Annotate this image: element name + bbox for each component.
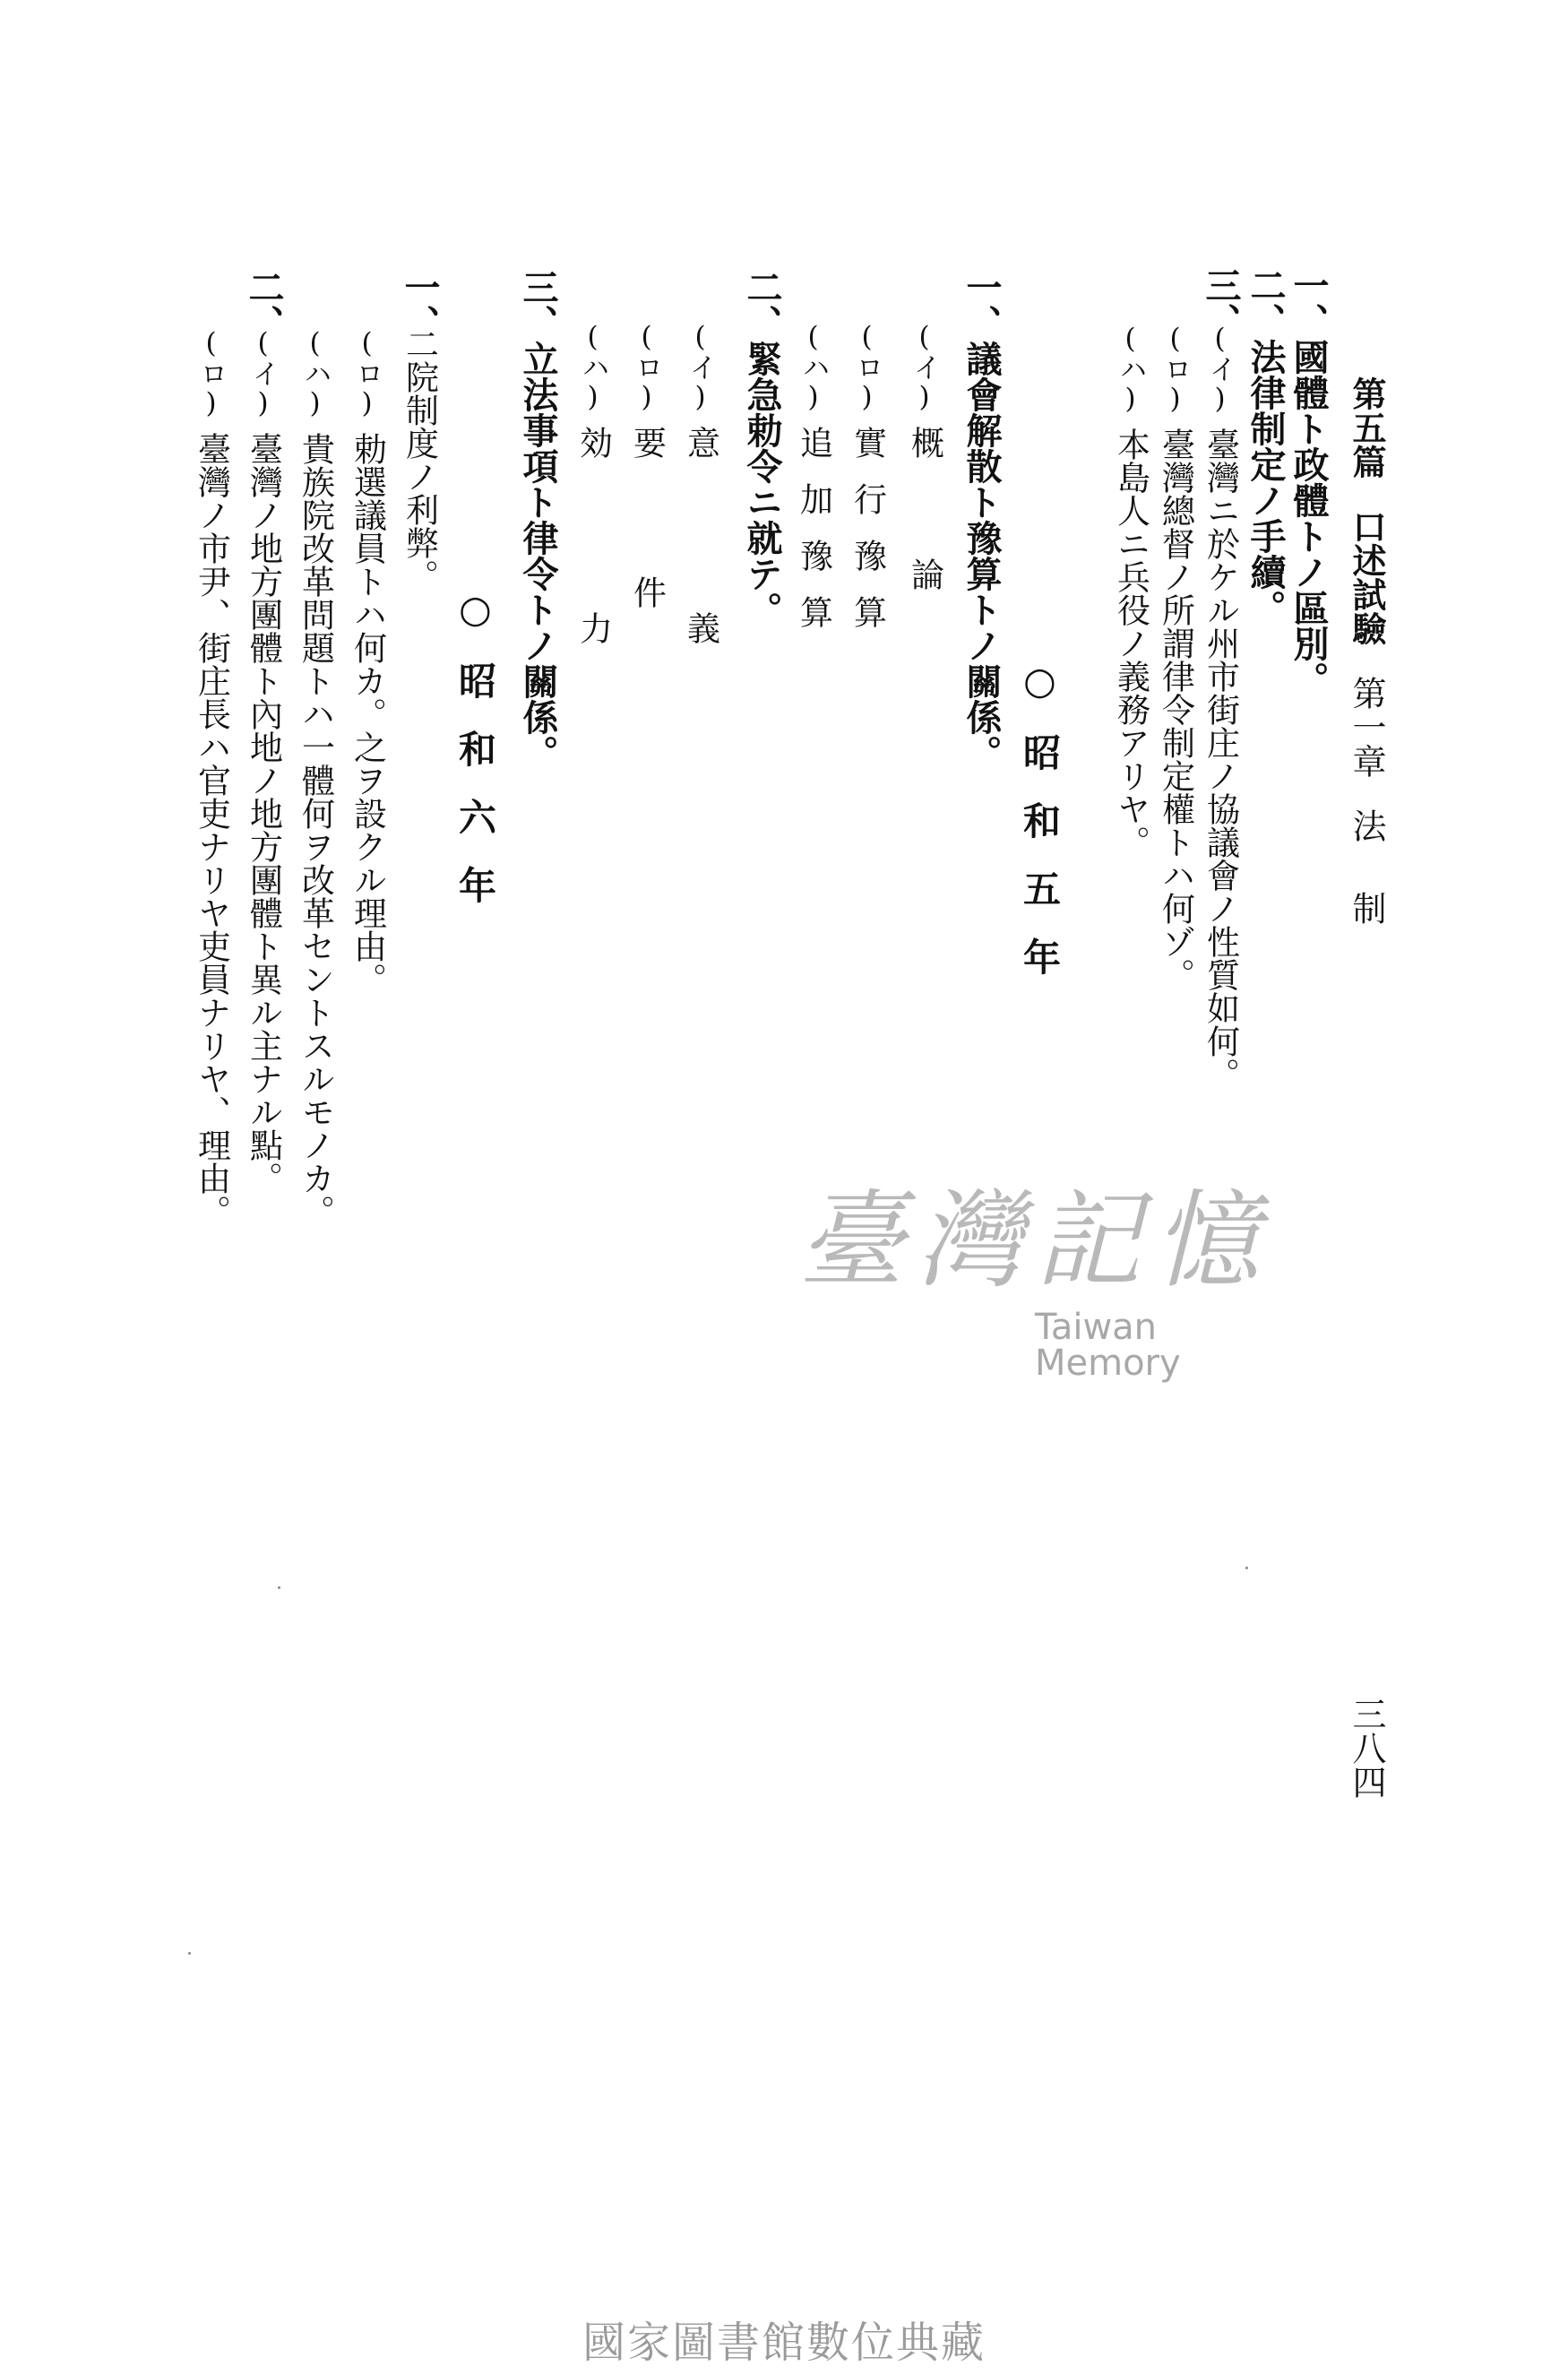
header-chapter: 第一章 xyxy=(1347,676,1386,778)
question-b1-sub-ha: (ハ)追加豫算 xyxy=(794,321,833,652)
scan-speck xyxy=(278,1586,280,1589)
watermark-english: Taiwan Memory xyxy=(1035,1307,1181,1384)
year-heading-showa-6: ○昭和六年 xyxy=(453,587,497,934)
question-b3: 三、立法事項ト律令トノ關係。 xyxy=(517,269,559,771)
question-b2-sub-ha: (ハ)効力 xyxy=(573,321,613,797)
question-c1-sub-ro: (ロ)勅選議員トハ何カ。之ヲ設クル理由。 xyxy=(348,327,387,996)
header-part: 第五篇 xyxy=(1347,376,1387,479)
running-header xyxy=(1347,376,1387,973)
question-c1-sub-i: 二院制度ノ利弊。 xyxy=(400,327,439,592)
question-c1-sub-ha: (ハ)貴族院改革問題トハ一體何ヲ改革セントスルモノカ。 xyxy=(296,327,335,1228)
question-b2-sub-ro: (ロ)要件 xyxy=(627,321,667,725)
question-3-sub-i: (イ)臺灣ニ於ケル州市街庄ノ協議會ノ性質如何。 xyxy=(1201,323,1240,1091)
scan-speck xyxy=(1245,1567,1248,1569)
library-footer: 國家圖書館數位典藏 xyxy=(582,2318,986,2368)
question-c1-number: 一、 xyxy=(399,269,441,341)
question-3-sub-ro: (ロ)臺灣總督ノ所謂律令制定權トハ何ゾ。 xyxy=(1156,323,1195,991)
taiwan-memory-watermark xyxy=(784,1179,1286,1384)
header-section: 法制 xyxy=(1347,808,1386,973)
watermark-chinese: 臺灣記憶 xyxy=(797,1179,1271,1302)
question-b1-sub-i: (イ)概論 xyxy=(905,321,944,689)
question-b2: 二、緊急勅令ニ就テ。 xyxy=(741,269,783,627)
question-c2-sub-ro: (ロ)臺灣ノ市尹、街庄長ハ官吏ナリヤ吏員ナリヤ、理由。 xyxy=(192,327,231,1228)
question-b1: 一、議會解散ト豫算トノ關係。 xyxy=(961,269,1003,771)
header-title: 口述試驗 xyxy=(1347,509,1387,645)
question-2: 二、法律制定ノ手續。 xyxy=(1245,267,1287,626)
question-3-number: 三、 xyxy=(1200,267,1242,339)
question-b1-sub-ro: (ロ)實行豫算 xyxy=(848,321,887,652)
question-3-sub-ha: (ハ)本島人ニ兵役ノ義務アリヤ。 xyxy=(1111,323,1150,859)
question-1: 一、國體ト政體トノ區別。 xyxy=(1288,267,1330,697)
question-c2-sub-i: (イ)臺灣ノ地方團體ト內地ノ地方團體ト異ル主ナル點。 xyxy=(244,327,283,1195)
question-b2-sub-i: (イ)意義 xyxy=(681,321,720,797)
scan-speck xyxy=(188,1952,191,1955)
question-c2-number: 二、 xyxy=(243,269,285,341)
year-heading-showa-5: ○昭和五年 xyxy=(1018,659,1062,1006)
page-number: 三八四 xyxy=(1347,1697,1386,1799)
